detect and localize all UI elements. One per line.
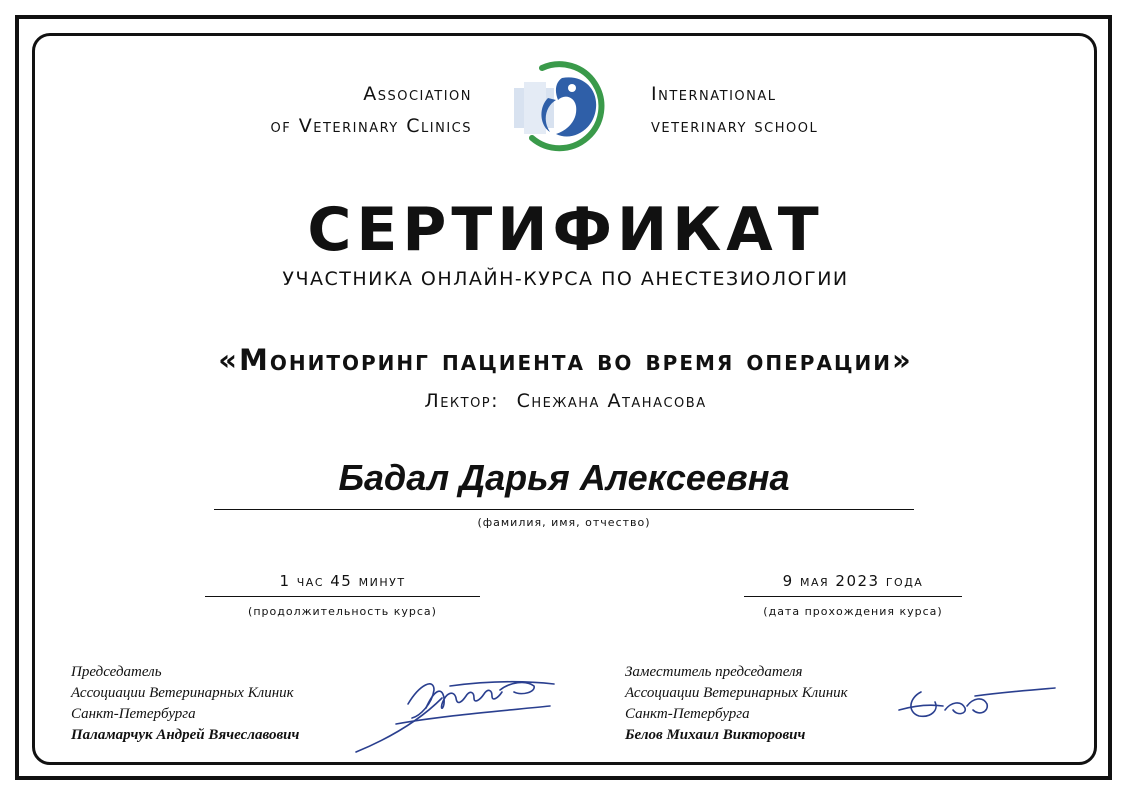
chairman-signature-block <box>71 662 299 746</box>
school-name <box>651 78 818 142</box>
chairman-handwritten-signature <box>350 668 560 758</box>
association-name-line-2: of Veterinary Clinics <box>270 115 472 137</box>
participant-name: Бадал Дарья Алексеевна <box>338 457 790 498</box>
deputy-title-line-2: Ассоциации Ветеринарных Клиник <box>625 685 848 701</box>
school-name-line-1: International <box>651 83 777 105</box>
association-name <box>270 78 472 142</box>
association-name-line-1: Association <box>363 83 472 105</box>
deputy-title-line-3: Санкт-Петербурга <box>625 706 750 722</box>
veterinary-clinic-logo-icon <box>512 60 618 156</box>
lecturer-line <box>0 390 1131 412</box>
course-duration: 1 час 45 минут <box>279 572 406 590</box>
lecturer-name: Снежана Атанасова <box>516 390 707 412</box>
participant-name-caption: (фамилия, имя, отчество) <box>477 516 651 529</box>
school-name-line-2: veterinary school <box>651 115 819 137</box>
course-duration-caption: (продолжительность курса) <box>248 605 437 618</box>
course-duration-underline <box>205 596 480 597</box>
deputy-name: Белов Михаил Викторович <box>625 727 806 743</box>
deputy-title-line-1: Заместитель председателя <box>625 664 803 680</box>
completion-date-caption: (дата прохождения курса) <box>763 605 943 618</box>
chairman-title-line-3: Санкт-Петербурга <box>71 706 196 722</box>
deputy-signature-block <box>625 662 848 746</box>
chairman-title-line-1: Председатель <box>71 664 162 680</box>
participant-name-underline <box>214 509 914 510</box>
chairman-name: Паламарчук Андрей Вячеславович <box>71 727 300 743</box>
deputy-handwritten-signature <box>895 680 1060 725</box>
completion-date: 9 мая 2023 года <box>782 572 924 590</box>
certificate-title: СЕРТИФИКАТ <box>307 195 824 265</box>
chairman-title-line-2: Ассоциации Ветеринарных Клиник <box>71 685 294 701</box>
course-title: «Мониторинг пациента во время операции» <box>218 343 913 377</box>
certificate-subtitle: УЧАСТНИКА ОНЛАЙН-КУРСА ПО АНЕСТЕЗИОЛОГИИ <box>282 268 849 290</box>
completion-date-underline <box>744 596 962 597</box>
lecturer-label: Лектор: <box>424 390 500 412</box>
